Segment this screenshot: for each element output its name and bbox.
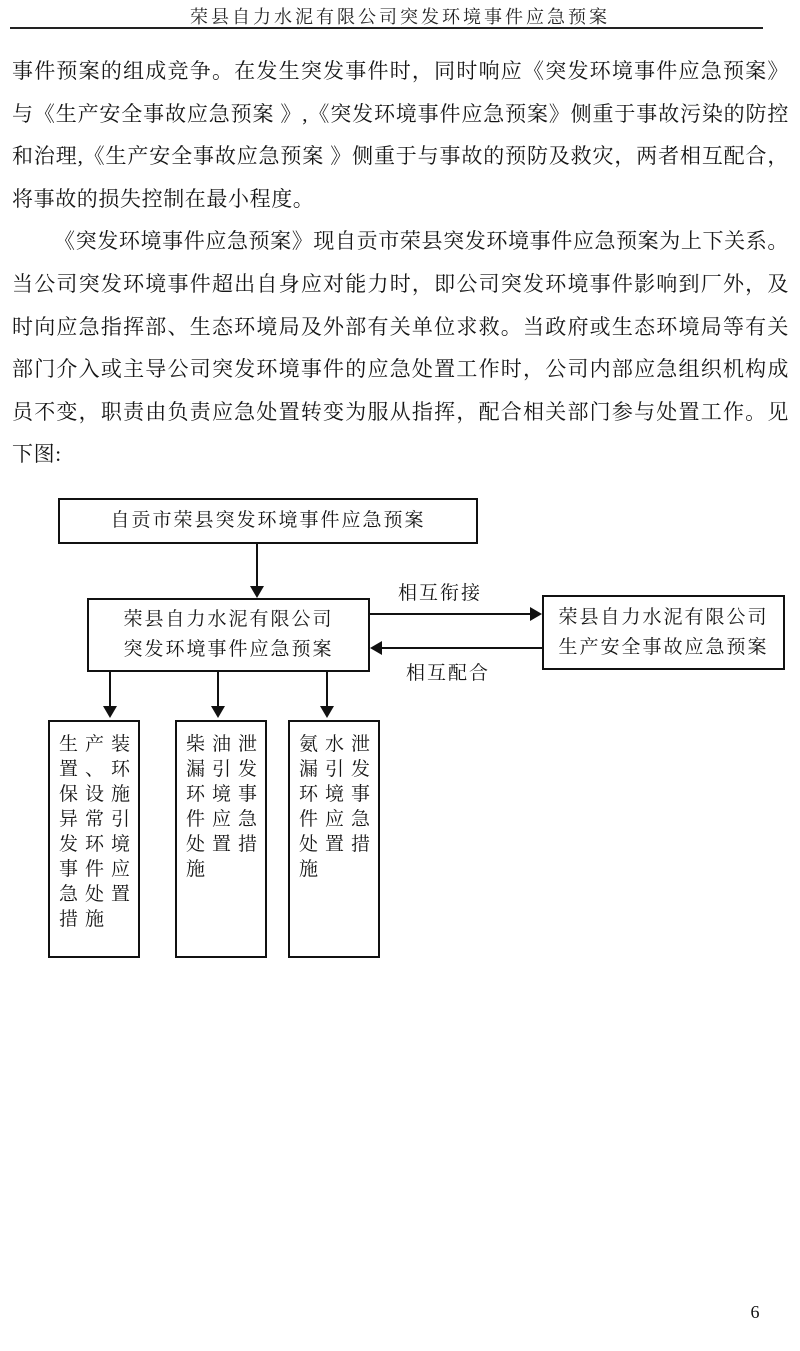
arrowhead-down-icon: [103, 706, 117, 718]
arrowhead-down-icon: [250, 586, 264, 598]
flowchart-box-company-env-plan: [87, 598, 370, 672]
arrowhead-left-icon: [370, 641, 382, 655]
flowchart-box-company-env-plan-line1: 荣县自力水泥有限公司: [123, 609, 334, 630]
flowchart-box-county-plan: [58, 498, 478, 544]
arrow-label-mutual-cooperation: 相互配合: [404, 658, 492, 685]
flowchart-box-production-facility-measures-label: 生产装置、环保设施异常引发环境事件应急处置措施: [59, 734, 138, 930]
flowchart-box-company-safety-plan-line1: 荣县自力水泥有限公司: [558, 606, 769, 628]
arrow-line-to-box3: [326, 672, 328, 708]
flowchart-box-diesel-leak-measures-label: 柴油泄漏引发环境事件应急处置措施: [186, 734, 265, 880]
paragraph-1: 事件预案的组成竞争。在发生突发事件时，同时响应《突发环境事件应急预案》与《生产安全事故应急预案 》,《突发环境事件应急预案》侧重于事故污染的防控和治理,《生产安全事故应急预案 》侧重于与事故的预防及救灾，两者相互配合，将事故的损失控制在最小程度。: [12, 59, 789, 211]
flowchart-box-diesel-leak-measures: [175, 720, 267, 958]
arrow-line-to-box1: [109, 672, 111, 708]
arrow-line-middle-to-right: [370, 613, 530, 615]
flowchart-box-ammonia-leak-measures: [288, 720, 380, 958]
paragraph-2: 《突发环境事件应急预案》现自贡市荣县突发环境事件应急预案为上下关系。当公司突发环境事件超出自身应对能力时，即公司突发环境事件影响到厂外，及时向应急指挥部、生态环境局及外部有关单位求救。当政府或生态环境局等有关部门介入或主导公司突发环境事件的应急处置工作时，公司内部应急组织机构成员不变，职责由负责应急处置转变为服从指挥，配合相关部门参与处置工作。见下图:: [12, 229, 789, 467]
flowchart-box-county-plan-label: 自贡市荣县突发环境事件应急预案: [110, 510, 426, 531]
arrow-line-top-to-middle: [256, 544, 258, 588]
page-number: 6: [750, 1302, 760, 1322]
flowchart-box-company-safety-plan: [542, 595, 785, 670]
arrow-line-right-to-middle: [382, 647, 542, 649]
arrow-line-to-box2: [217, 672, 219, 708]
arrowhead-right-icon: [530, 607, 542, 621]
flowchart-box-production-facility-measures: [48, 720, 140, 958]
arrowhead-down-icon: [320, 706, 334, 718]
flowchart-box-company-safety-plan-line2: 生产安全事故应急预案: [558, 636, 769, 658]
arrow-label-mutual-connection: 相互衔接: [396, 578, 484, 605]
flowchart-box-company-env-plan-line2: 突发环境事件应急预案: [123, 639, 334, 660]
flowchart-box-ammonia-leak-measures-label: 氨水泄漏引发环境事件应急处置措施: [299, 734, 378, 880]
header-title: 荣县自力水泥有限公司突发环境事件应急预案: [190, 7, 610, 27]
arrowhead-down-icon: [211, 706, 225, 718]
